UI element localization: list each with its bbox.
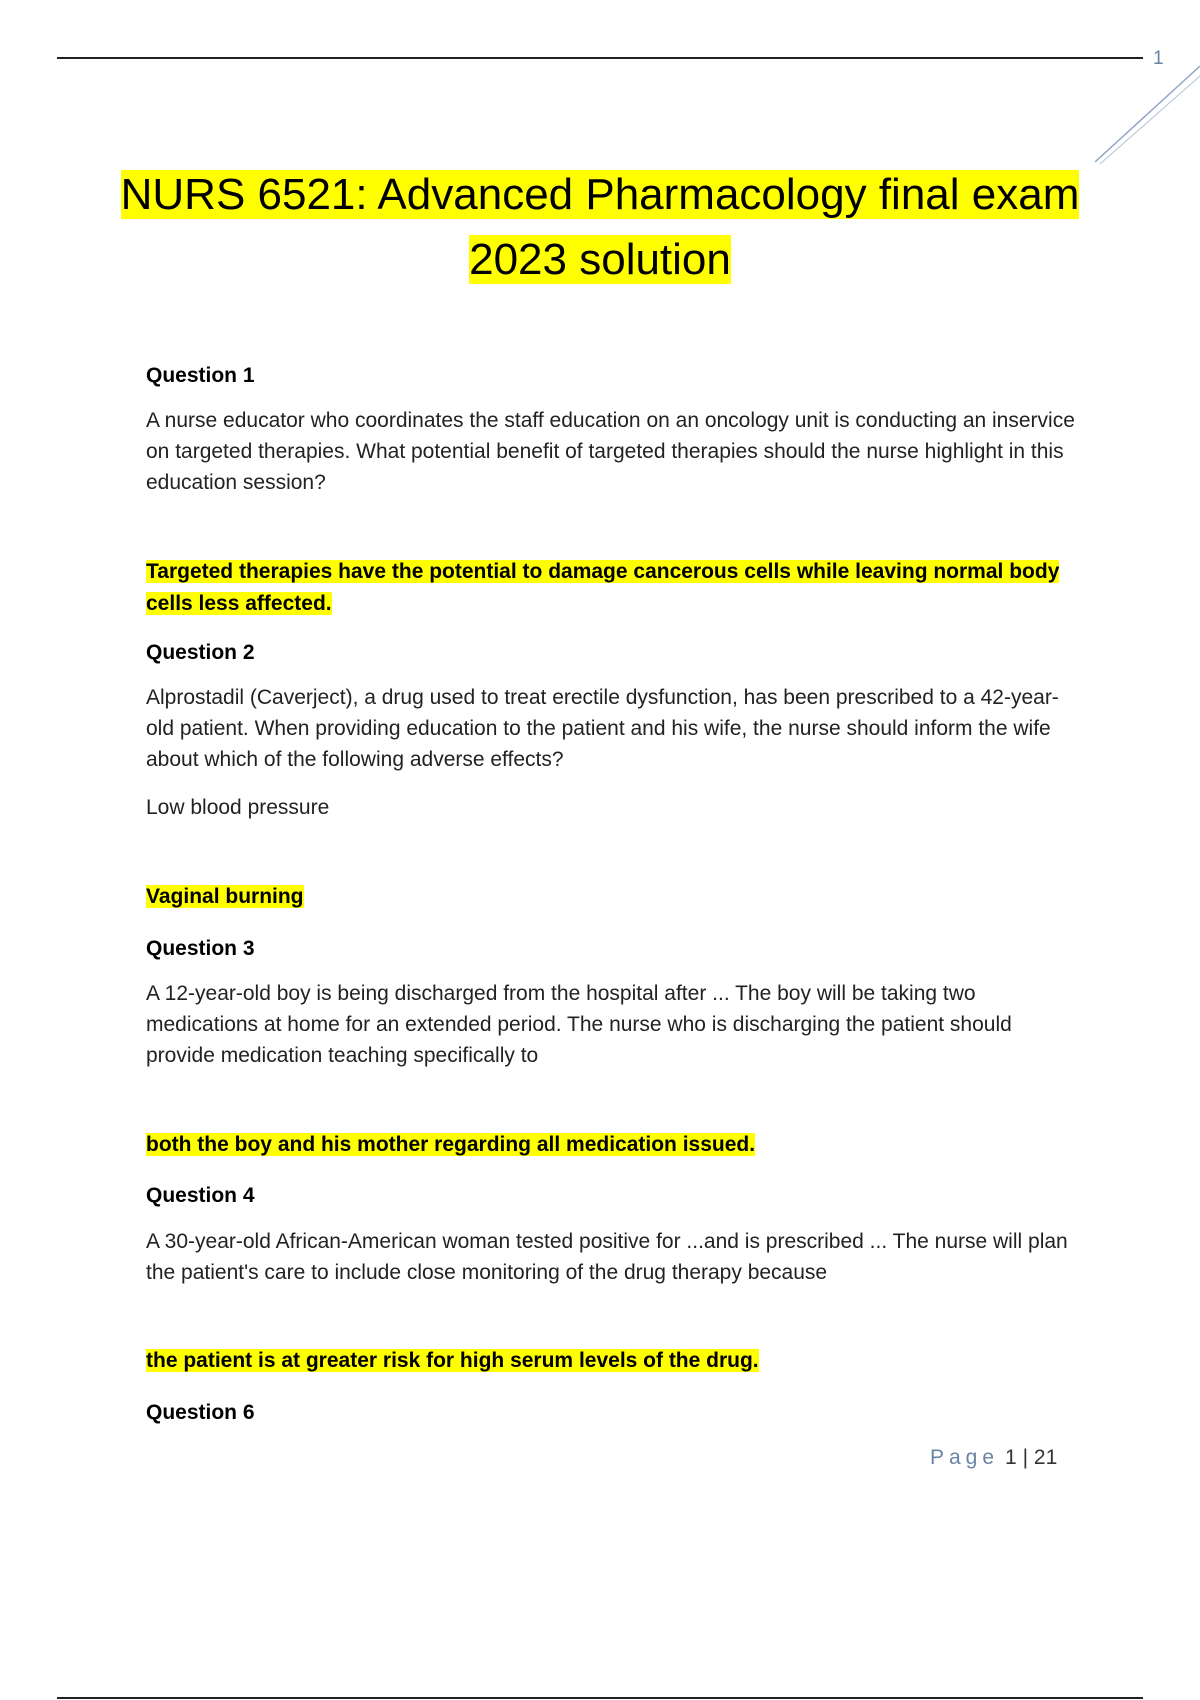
question-2-label: Question 2 bbox=[146, 641, 255, 664]
question-4-text: A 30-year-old African-American woman tested positive for ...and is prescribed ... The nurse will plan the patient's care to include close monitoring of the drug therapy because bbox=[146, 1230, 1068, 1284]
footer-page-total: 21 bbox=[1033, 1446, 1058, 1469]
question-3-text: A 12-year-old boy is being discharged from the hospital after ... The boy will be taking two medications at home for an extended period. The nurse who is discharging the patient should provide medication teaching specifically to bbox=[146, 982, 1012, 1067]
question-3-label: Question 3 bbox=[146, 937, 255, 960]
question-4-answer bbox=[146, 1345, 1076, 1377]
title-line-2: 2023 solution bbox=[469, 235, 731, 284]
title-line-1: NURS 6521: Advanced Pharmacology final exam bbox=[120, 170, 1080, 219]
question-2-answer-text: Vaginal burning bbox=[146, 885, 304, 908]
footer-page-indicator bbox=[930, 1446, 1057, 1470]
question-1-answer bbox=[146, 556, 1076, 620]
question-1-label: Question 1 bbox=[146, 364, 255, 387]
header-page-number: 1 bbox=[1153, 48, 1164, 69]
question-4-label: Question 4 bbox=[146, 1184, 255, 1207]
question-3-answer-text: both the boy and his mother regarding all medication issued. bbox=[146, 1133, 756, 1156]
corner-decoration bbox=[1095, 58, 1200, 168]
question-1-text: A nurse educator who coordinates the staff education on an oncology unit is conducting an inservice on targeted therapies. What potential benefit of targeted therapies should the nurse highlight in this education session? bbox=[146, 409, 1075, 494]
header-rule bbox=[57, 57, 1143, 59]
document-title bbox=[100, 162, 1100, 292]
question-2-option: Low blood pressure bbox=[146, 796, 330, 819]
question-1-answer-text: Targeted therapies have the potential to damage cancerous cells while leaving normal body cells less affected. bbox=[146, 560, 1060, 615]
question-6-label: Question 6 bbox=[146, 1401, 255, 1424]
footer-page-current: 1 bbox=[1005, 1446, 1017, 1469]
question-2-answer bbox=[146, 881, 1076, 913]
question-2-text: Alprostadil (Caverject), a drug used to treat erectile dysfunction, has been prescribed to a 42-year-old patient. When providing education to the patient and his wife, the nurse should inform the wife about which of the following adverse effects? bbox=[146, 686, 1059, 771]
footer-page-label: Page bbox=[930, 1446, 1000, 1469]
question-4-answer-text: the patient is at greater risk for high serum levels of the drug. bbox=[146, 1349, 759, 1372]
footer-page-separator: | bbox=[1022, 1446, 1029, 1469]
footer-rule bbox=[57, 1697, 1143, 1699]
question-3-answer bbox=[146, 1129, 1076, 1161]
